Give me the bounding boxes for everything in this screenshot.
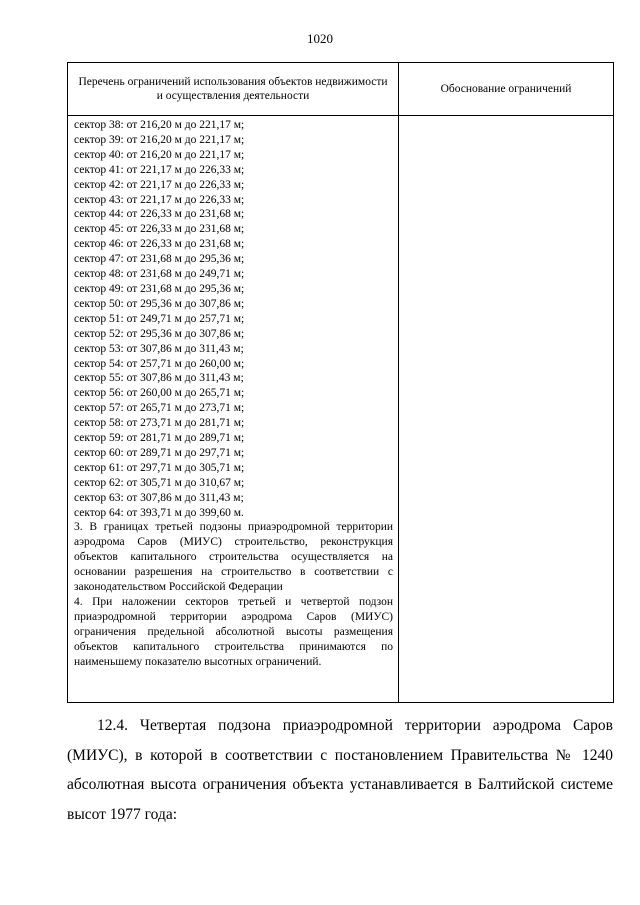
sector-line: сектор 54: от 257,71 м до 260,00 м; (74, 357, 245, 370)
sector-line: сектор 51: от 249,71 м до 257,71 м; (74, 312, 245, 325)
sector-line: сектор 47: от 231,68 м до 295,36 м; (74, 253, 245, 266)
sector-line: сектор 53: от 307,86 м до 311,43 м; (74, 342, 244, 355)
sector-line: сектор 59: от 281,71 м до 289,71 м; (74, 432, 245, 445)
header-restrictions-list: Перечень ограничений использования объектов недвижимости и осуществления деятельности (68, 63, 399, 116)
table-header-row (68, 63, 614, 116)
sector-line: сектор 52: от 295,36 м до 307,86 м; (74, 327, 245, 340)
sector-line: сектор 55: от 307,86 м до 311,43 м; (74, 372, 244, 385)
restrictions-cell (68, 116, 399, 703)
sector-line: сектор 45: от 226,33 м до 231,68 м; (74, 223, 245, 236)
sector-line: сектор 60: от 289,71 м до 297,71 м; (74, 446, 245, 459)
table-body-row (68, 116, 614, 703)
sector-line: сектор 63: от 307,86 м до 311,43 м; (74, 491, 244, 504)
sector-line: сектор 56: от 260,00 м до 265,71 м; (74, 387, 245, 400)
section-12-4-paragraph (67, 711, 613, 829)
main-paragraph-text: 12.4. Четвертая подзона приаэродромной территории аэродрома Саров (МИУС), в которой в соответствии с постановлением Правительства № 1240 абсолютная высота ограничения объекта устанавливается в Балтийской системе высот 1977 года: (67, 717, 613, 823)
sector-line: сектор 48: от 231,68 м до 249,71 м; (74, 268, 245, 281)
sector-line: сектор 43: от 221,17 м до 226,33 м; (74, 193, 245, 206)
sector-line: сектор 44: от 226,33 м до 231,68 м; (74, 208, 245, 221)
sector-line: сектор 58: от 273,71 м до 281,71 м; (74, 417, 245, 430)
sector-line: сектор 49: от 231,68 м до 295,36 м; (74, 282, 245, 295)
sector-line: сектор 50: от 295,36 м до 307,86 м; (74, 297, 245, 310)
sector-line: сектор 46: от 226,33 м до 231,68 м; (74, 238, 245, 251)
paragraph-3: 3. В границах третьей подзоны приаэродромной территории аэродрома Саров (МИУС) строительство, реконструкция объектов капитального строительства осуществляется на основании разрешения на строительство в соответствии с законодательством Российской Федерации (74, 521, 393, 594)
paragraph-4: 4. При наложении секторов третьей и четвертой подзон приаэродромной территории аэродрома Саров (МИУС) ограничения предельной абсолютной высоты размещения объектов капитального строительства принимаются по наименьшему показателю высотных ограничений. (74, 596, 393, 668)
sector-line: сектор 38: от 216,20 м до 221,17 м; (74, 119, 245, 131)
restrictions-table (67, 62, 614, 703)
sector-line: сектор 40: от 216,20 м до 221,17 м; (74, 148, 245, 161)
justification-cell (399, 116, 614, 703)
sector-list (74, 118, 393, 520)
sector-line: сектор 41: от 221,17 м до 226,33 м; (74, 163, 245, 176)
sector-line: сектор 42: от 221,17 м до 226,33 м; (74, 178, 245, 191)
header-justification: Обоснование ограничений (399, 63, 614, 116)
sector-line: сектор 64: от 393,71 м до 399,60 м. (74, 506, 244, 519)
sector-line: сектор 57: от 265,71 м до 273,71 м; (74, 402, 245, 415)
page-number: 1020 (307, 31, 333, 46)
sector-line: сектор 62: от 305,71 м до 310,67 м; (74, 476, 245, 489)
sector-line: сектор 39: от 216,20 м до 221,17 м; (74, 133, 245, 146)
sector-line: сектор 61: от 297,71 м до 305,71 м; (74, 461, 245, 474)
